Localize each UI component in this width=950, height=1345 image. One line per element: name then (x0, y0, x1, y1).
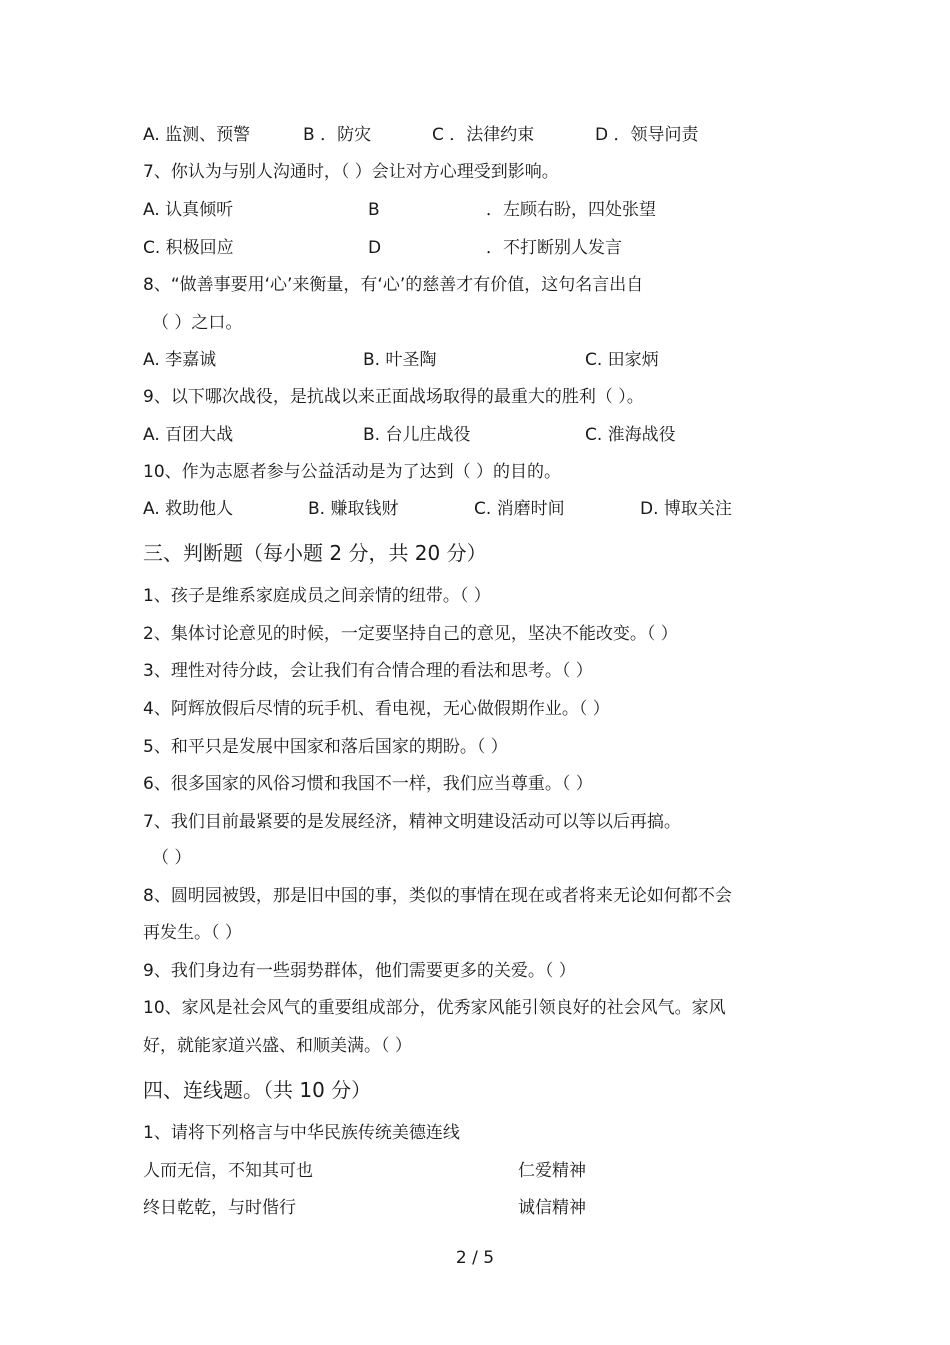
q8-text-line1: 8、“做善事要用‘心’来衡量，有‘心’的慈善才有价值，这句名言出自 (143, 275, 644, 295)
judge-item: 8、圆明园被毁，那是旧中国的事，类似的事情在现在或者将来无论如何都不会 (143, 886, 732, 906)
q7-text: 7、你认为与别人沟通时，（ ）会让对方心理受到影响。 (143, 162, 559, 182)
judge-item: 6、很多国家的风俗习惯和我国不一样，我们应当尊重。（ ） (143, 774, 593, 794)
q9-text: 9、以下哪次战役，是抗战以来正面战场取得的最重大的胜利（ ）。 (143, 387, 644, 407)
section4-title: 四、连线题。（共 10 分） (143, 1078, 372, 1102)
match-left-item: 人而无信，不知其可也 (143, 1161, 313, 1181)
section3-title: 三、判断题（每小题 2 分，共 20 分） (143, 541, 487, 565)
page-number: 2 / 5 (455, 1248, 495, 1268)
q7-option-b-letter: B (368, 200, 380, 220)
q8-text-line2: （ ）之口。 (152, 313, 243, 333)
judge-item: 5、和平只是发展中国家和落后国家的期盼。（ ） (143, 737, 508, 757)
q9-option-b: B. 台儿庄战役 (363, 425, 471, 445)
judge-item: 4、阿辉放假后尽情的玩手机、看电视，无心做假期作业。（ ） (143, 699, 610, 719)
q6-option-d: D ．领导问责 (595, 125, 699, 145)
judge-item: （ ） (152, 848, 192, 868)
q8-option-a: A. 李嘉诚 (143, 350, 217, 370)
q7-option-d-letter: D (368, 238, 382, 258)
q10-option-d: D. 博取关注 (640, 499, 732, 519)
q6-option-a: A. 监测、预警 (143, 125, 251, 145)
q6-option-b: B ．防灾 (303, 125, 372, 145)
judge-item: 7、我们目前最紧要的是发展经济，精神文明建设活动可以等以后再搞。 (143, 812, 681, 832)
q10-option-a: A. 救助他人 (143, 499, 234, 519)
q8-option-b: B. 叶圣陶 (363, 350, 437, 370)
judge-item: 9、我们身边有一些弱势群体，他们需要更多的关爱。（ ） (143, 961, 576, 981)
match-right-item: 仁爱精神 (518, 1161, 586, 1181)
q10-text: 10、作为志愿者参与公益活动是为了达到（ ）的目的。 (143, 462, 562, 482)
q7-option-d-text: ．不打断别人发言 (486, 238, 622, 258)
q6-option-c: C ．法律约束 (432, 125, 535, 145)
section4-q1-text: 1、请将下列格言与中华民族传统美德连线 (143, 1123, 460, 1143)
judge-item: 再发生。（ ） (143, 923, 242, 943)
judge-item: 好，就能家道兴盛、和顺美满。（ ） (143, 1036, 412, 1056)
q7-option-b-text: ．左顾右盼，四处张望 (486, 200, 656, 220)
q7-option-c: C. 积极回应 (143, 238, 234, 258)
q8-option-c: C. 田家炳 (585, 350, 659, 370)
q10-option-c: C. 消磨时间 (474, 499, 565, 519)
judge-item: 10、家风是社会风气的重要组成部分，优秀家风能引领良好的社会风气。家风 (143, 998, 726, 1018)
q7-option-a: A. 认真倾听 (143, 200, 234, 220)
match-left-item: 终日乾乾，与时偕行 (143, 1198, 296, 1218)
match-right-item: 诚信精神 (518, 1198, 586, 1218)
q9-option-c: C. 淮海战役 (585, 425, 676, 445)
judge-item: 3、理性对待分歧，会让我们有合情合理的看法和思考。（ ） (143, 661, 593, 681)
q10-option-b: B. 赚取钱财 (308, 499, 399, 519)
judge-item: 1、孩子是维系家庭成员之间亲情的纽带。（ ） (143, 586, 491, 606)
q9-option-a: A. 百团大战 (143, 425, 234, 445)
judge-item: 2、集体讨论意见的时候，一定要坚持自己的意见，坚决不能改变。（ ） (143, 624, 678, 644)
